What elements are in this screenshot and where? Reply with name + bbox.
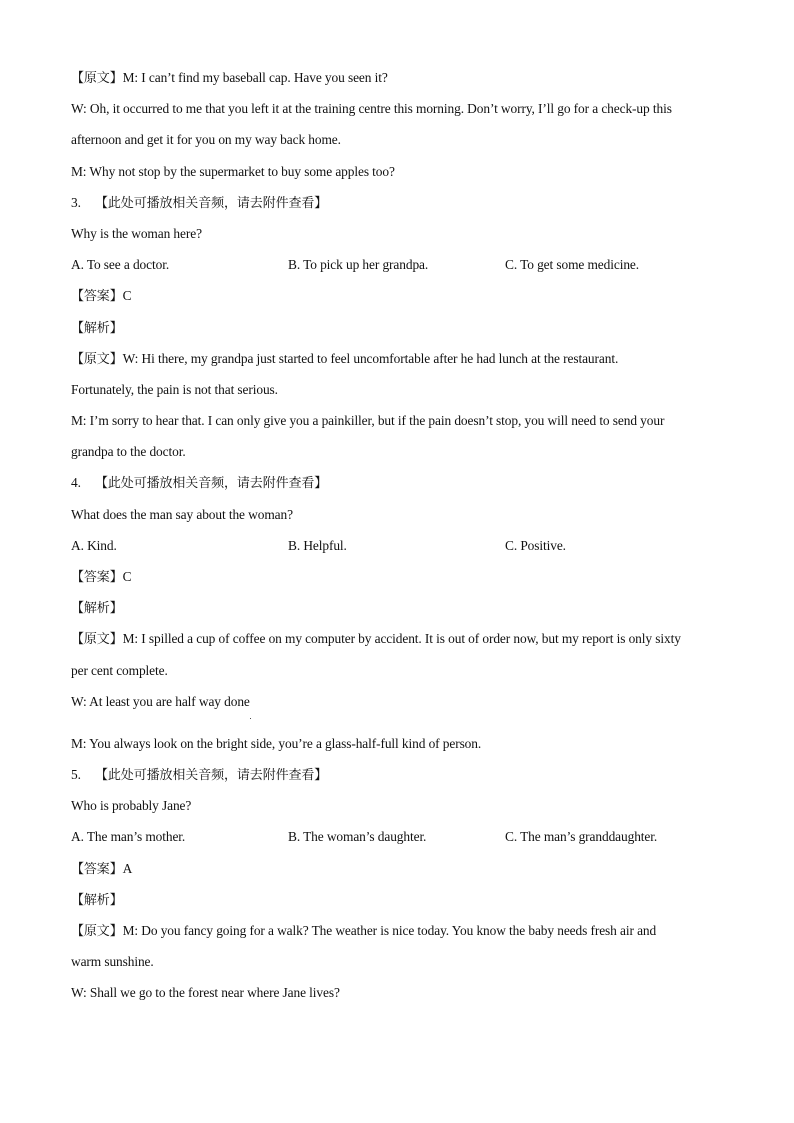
text-line <box>71 728 731 759</box>
option-c: C. Positive. <box>505 537 566 553</box>
line-text: M: I can’t find my baseball cap. Have you seen it? <box>122 70 388 85</box>
option-a: A. To see a doctor. <box>71 257 170 273</box>
line-text: M: You always look on the bright side, you’re a glass-half-full kind of person. <box>71 735 482 751</box>
text-line <box>71 977 731 1008</box>
text-line <box>71 343 731 374</box>
text-line <box>71 946 731 977</box>
section-tag: 【原文】 <box>71 923 123 939</box>
audio-placeholder: 【此处可播放相关音频，请去附件查看】 <box>95 476 328 492</box>
option-a: A. Kind. <box>71 537 117 553</box>
option-c: C. To get some medicine. <box>505 257 640 273</box>
document-page <box>71 62 731 1008</box>
line-text: grandpa to the doctor. <box>71 444 186 460</box>
line-text: M: Why not stop by the supermarket to buy some apples too? <box>71 163 395 179</box>
section-tag: 【原文】 <box>71 351 123 367</box>
line-text: W: Shall we go to the forest near where Jane lives? <box>71 985 340 1001</box>
section-tag: 【解析】 <box>71 320 123 336</box>
text-line <box>71 312 731 343</box>
section-tag: 【原文】 <box>71 632 123 648</box>
text-line <box>71 915 731 946</box>
text-line <box>71 499 731 530</box>
line-text: afternoon and get it for you on my way back home. <box>71 132 341 148</box>
line-text: warm sunshine. <box>71 954 154 970</box>
line-text: Why is the woman here? <box>71 225 202 241</box>
text-line <box>71 280 731 311</box>
answer-options <box>71 821 731 852</box>
question-header <box>71 187 731 218</box>
text-line <box>71 62 731 93</box>
option-b: B. To pick up her grandpa. <box>288 257 429 273</box>
section-tag: 【解析】 <box>71 892 123 908</box>
line-text: W: Hi there, my grandpa just started to feel uncomfortable after he had lunch at the restaurant. <box>122 350 619 366</box>
line-text: M: I spilled a cup of coffee on my computer by accident. It is out of order now, but my report is only sixty <box>122 631 681 647</box>
line-text: M: Do you fancy going for a walk? The weather is nice today. You know the baby needs fresh air and <box>122 922 657 938</box>
line-text: What does the man say about the woman? <box>71 506 293 522</box>
section-tag: 【原文】 <box>71 71 123 86</box>
option-c: C. The man’s granddaughter. <box>505 829 658 845</box>
answer-options <box>71 249 731 280</box>
text-line <box>71 436 731 467</box>
line-text: C <box>122 569 132 584</box>
section-tag: 【答案】 <box>71 289 123 305</box>
option-b: B. Helpful. <box>288 537 347 553</box>
option-a: A. The man’s mother. <box>71 829 186 845</box>
audio-placeholder: 【此处可播放相关音频，请去附件查看】 <box>95 195 328 211</box>
text-line <box>71 93 731 124</box>
text-line <box>71 374 731 405</box>
text-line <box>71 623 731 654</box>
line-text: W: At least you are half way done <box>71 693 250 709</box>
text-line <box>71 686 731 728</box>
text-line <box>71 790 731 821</box>
question-header <box>71 759 731 790</box>
text-line <box>71 405 731 436</box>
text-line <box>71 156 731 187</box>
line-text: M: I’m sorry to hear that. I can only give you a painkiller, but if the pain doesn’t stop, you will need to send your <box>71 413 665 429</box>
line-text: C <box>122 288 132 304</box>
text-line <box>71 884 731 915</box>
section-tag: 【答案】 <box>71 861 123 877</box>
text-line <box>71 655 731 686</box>
section-tag: 【解析】 <box>71 601 123 617</box>
text-line <box>71 124 731 155</box>
line-text: W: Oh, it occurred to me that you left it at the training centre this morning. Don’t worry, I’ll go for a check-up this <box>71 101 672 117</box>
line-text: per cent complete. <box>71 662 168 678</box>
text-line <box>71 218 731 249</box>
option-b: B. The woman’s daughter. <box>288 829 427 845</box>
text-line <box>71 853 731 884</box>
text-line <box>71 561 731 592</box>
question-number: 4. <box>71 475 81 491</box>
question-number: 5. <box>71 766 81 782</box>
question-number: 3. <box>71 194 81 210</box>
section-tag: 【答案】 <box>71 570 123 585</box>
answer-options <box>71 530 731 561</box>
text-line <box>71 592 731 623</box>
line-text: Fortunately, the pain is not that serious. <box>71 381 278 397</box>
line-text: Who is probably Jane? <box>71 798 192 814</box>
line-text: A <box>122 860 133 876</box>
audio-placeholder: 【此处可播放相关音频，请去附件查看】 <box>95 767 328 783</box>
question-header <box>71 467 731 498</box>
